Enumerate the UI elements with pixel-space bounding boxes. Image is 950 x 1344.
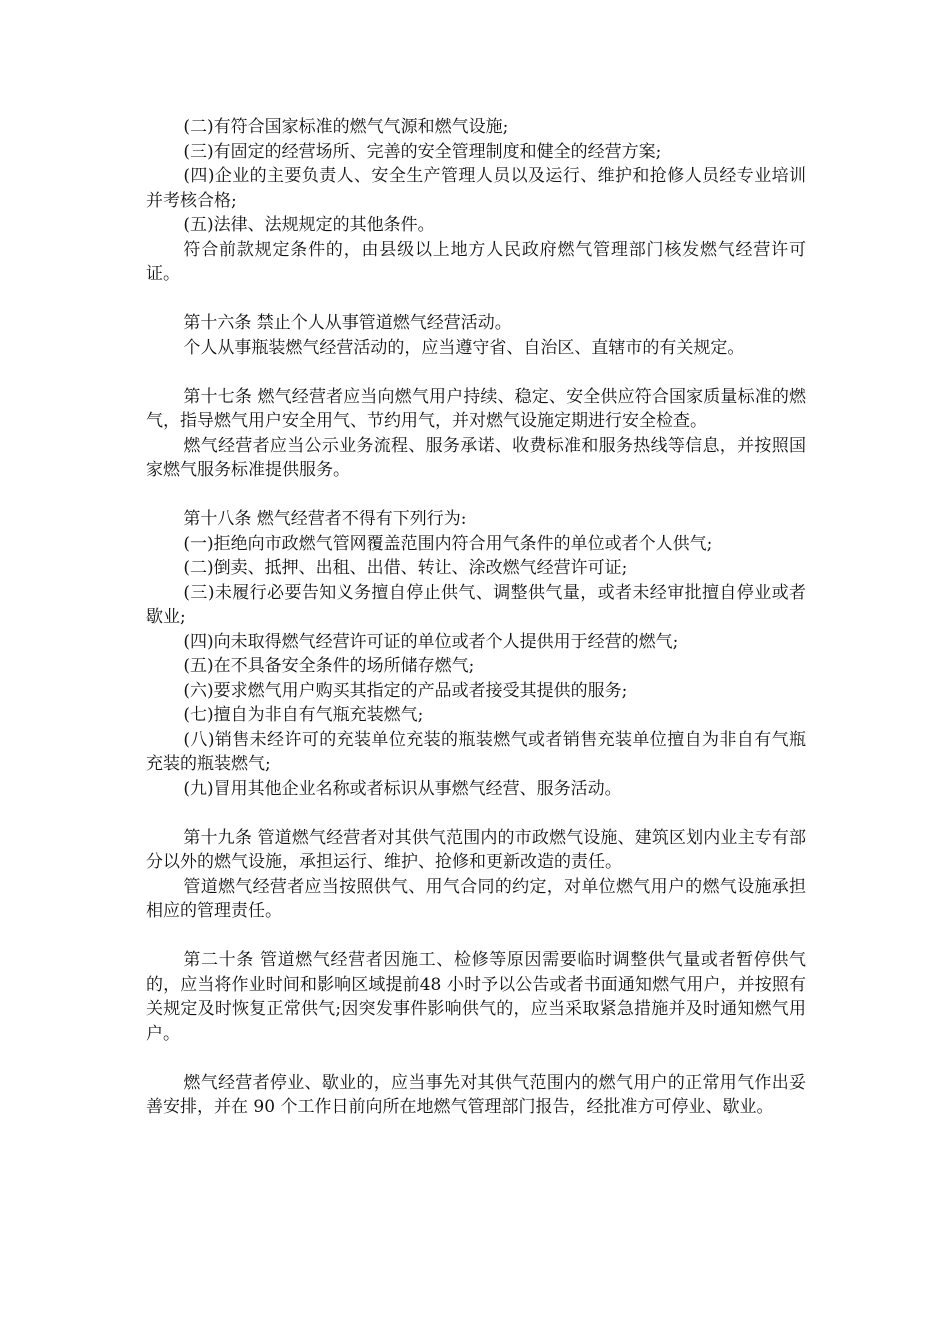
article-18-item-3: (三)未履行必要告知义务擅自停止供气、调整供气量，或者未经审批擅自停业或者歇业; bbox=[146, 582, 806, 627]
article-17-heading: 第十七条 燃气经营者应当向燃气用户持续、稳定、安全供应符合国家质量标准的燃气，指导燃气用户安全用气、节约用气，并对燃气设施定期进行安全检查。 bbox=[146, 386, 806, 431]
article-20-heading: 第二十条 管道燃气经营者因施工、检修等原因需要临时调整供气量或者暂停供气的，应当将作业时间和影响区域提前48 小时予以公告或者书面通知燃气用户，并按照有关规定及时恢复正常供气;因突发事件影响供气的，应当采取紧急措施并及时通知燃气用户。 bbox=[146, 950, 806, 1044]
article-18-item-8: (八)销售未经许可的充装单位充装的瓶装燃气或者销售充装单位擅自为非自有气瓶充装的瓶装燃气; bbox=[146, 729, 806, 774]
article-17-paragraph: 燃气经营者应当公示业务流程、服务承诺、收费标准和服务热线等信息，并按照国家燃气服务标准提供服务。 bbox=[146, 435, 806, 480]
article-16-paragraph: 个人从事瓶装燃气经营活动的，应当遵守省、自治区、直辖市的有关规定。 bbox=[183, 337, 745, 358]
paragraph-item-3: (三)有固定的经营场所、完善的安全管理制度和健全的经营方案; bbox=[183, 141, 662, 162]
article-18-item-6: (六)要求燃气用户购买其指定的产品或者接受其提供的服务; bbox=[183, 680, 628, 701]
article-19-paragraph: 管道燃气经营者应当按照供气、用气合同的约定，对单位燃气用户的燃气设施承担相应的管理责任。 bbox=[146, 876, 806, 921]
article-18-item-1: (一)拒绝向市政燃气管网覆盖范围内符合用气条件的单位或者个人供气; bbox=[183, 533, 713, 554]
article-19-heading: 第十九条 管道燃气经营者对其供气范围内的市政燃气设施、建筑区划内业主专有部分以外的燃气设施，承担运行、维护、抢修和更新改造的责任。 bbox=[146, 827, 806, 872]
document-body bbox=[146, 115, 806, 1120]
paragraph-item-5: (五)法律、法规规定的其他条件。 bbox=[183, 215, 435, 235]
article-16-heading: 第十六条 禁止个人从事管道燃气经营活动。 bbox=[183, 313, 512, 333]
article-18-heading: 第十八条 燃气经营者不得有下列行为: bbox=[183, 509, 467, 529]
article-18-item-2: (二)倒卖、抵押、出租、出借、转让、涂改燃气经营许可证; bbox=[183, 558, 628, 578]
article-18-item-9: (九)冒用其他企业名称或者标识从事燃气经营、服务活动。 bbox=[183, 778, 622, 799]
article-18-item-7: (七)擅自为非自有气瓶充装燃气; bbox=[183, 705, 424, 725]
paragraph-license-issuance: 符合前款规定条件的，由县级以上地方人民政府燃气管理部门核发燃气经营许可证。 bbox=[146, 239, 806, 284]
paragraph-item-4: (四)企业的主要负责人、安全生产管理人员以及运行、维护和抢修人员经专业培训并考核合格; bbox=[146, 166, 806, 211]
article-20-paragraph: 燃气经营者停业、歇业的，应当事先对其供气范围内的燃气用户的正常用气作出妥善安排，并在 90 个工作日前向所在地燃气管理部门报告，经批准方可停业、歇业。 bbox=[146, 1072, 806, 1117]
article-18-item-4: (四)向未取得燃气经营许可证的单位或者个人提供用于经营的燃气; bbox=[183, 631, 679, 652]
paragraph-item-2: (二)有符合国家标准的燃气气源和燃气设施; bbox=[183, 117, 509, 137]
article-18-item-5: (五)在不具备安全条件的场所储存燃气; bbox=[183, 656, 475, 676]
